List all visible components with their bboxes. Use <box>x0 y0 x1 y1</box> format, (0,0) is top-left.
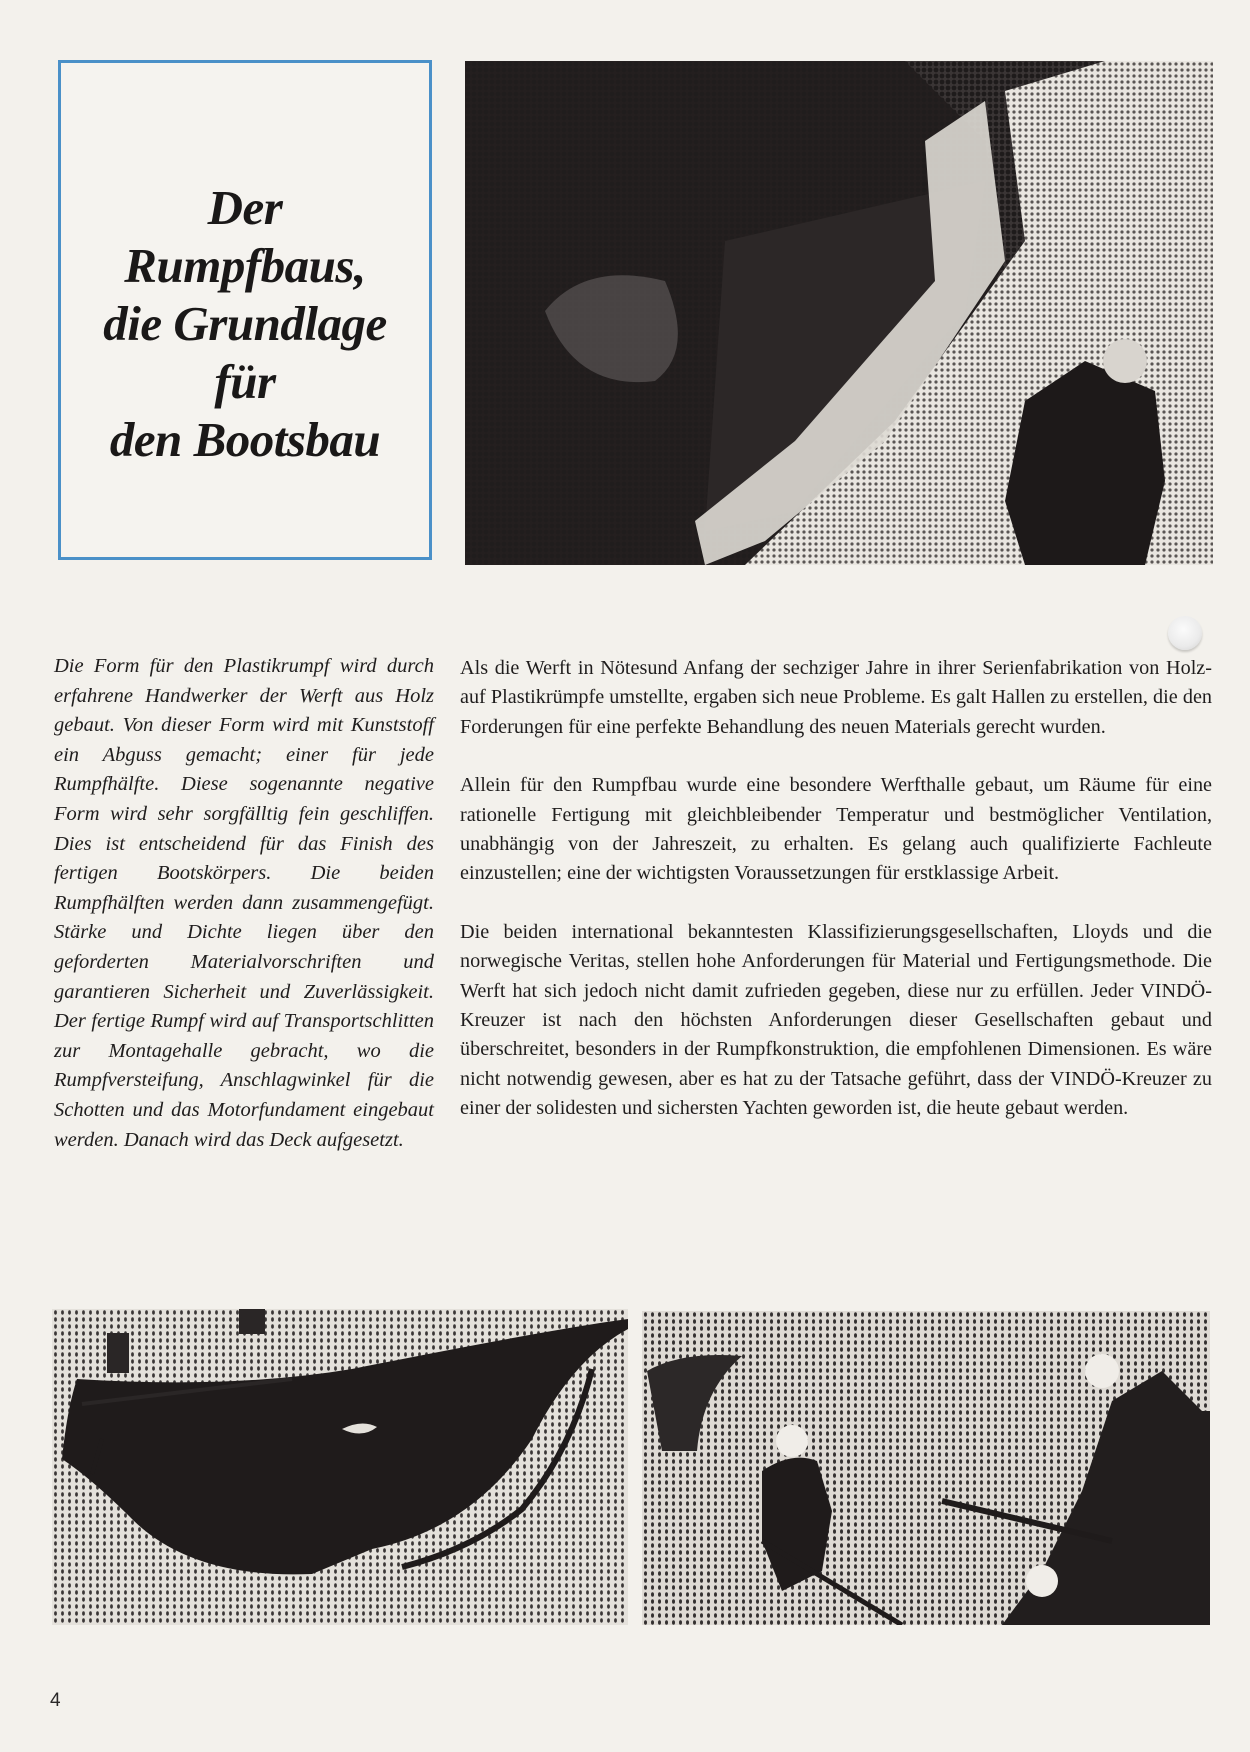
title-line: für <box>214 354 276 409</box>
photo-hull-construction-top <box>465 61 1213 565</box>
halftone-photo <box>52 1309 628 1625</box>
page-title <box>103 151 386 469</box>
title-box <box>58 60 432 560</box>
intro-paragraph: Die Form für den Plastikrumpf wird durch erfahrene Handwerker der Werft aus Holz gebaut. Von dieser Form wird mit Kunststoff ein Abguss gemacht; einer für jede Rumpfhälfte. Diese sogenannte negative Form wird sehr sorgfälltig fein geschliffen. Dies ist entscheidend für das Finish des fertigen Bootskörpers. Die beiden Rumpfhälften werden dann zusammengefügt. Stärke und Dichte liegen über den geforderten Materialvorschriften und garantieren Sicherheit und Zuverlässigkeit. Der fertige Rumpf wird auf Transportschlitten zur Montagehalle gebracht, wo die Rumpfversteifung, Anschlagwinkel für die Schotten und das Motorfundament eingebaut werden. Danach wird das Deck aufgesetzt. <box>54 655 434 1151</box>
title-line: Rumpfbaus, <box>124 238 366 293</box>
page-number: 4 <box>50 1690 61 1711</box>
punch-hole-icon <box>1168 616 1202 650</box>
body-paragraph-3: Die beiden international bekanntesten Klassifizierungsgesellschaften, Lloyds und die norwegische Veritas, stellen hohe Anforderungen für Material und Fertigungsmethode. Die Werft hat sich jedoch nicht damit zufrieden gegeben, diese nur zu erfüllen. Jeder VINDÖ-Kreuzer ist nach den höchsten Anforderungen dieser Gesellschaften gebaut und überschreitet, besonders in der Rumpfkonstruktion, die empfohlenen Dimensionen. Es wäre nicht notwendig gewesen, aber es hat zu der Tatsache geführt, dass der VINDÖ-Kreuzer zu einer der solidesten und sichersten Yachten geworden ist, die heute gebaut werden. <box>460 920 1212 1120</box>
halftone-photo <box>642 1311 1210 1625</box>
title-line: den Bootsbau <box>109 412 381 467</box>
photo-hull-on-sled <box>52 1309 628 1625</box>
title-line: Der <box>207 180 283 235</box>
intro-column <box>54 652 434 1155</box>
body-paragraph-1: Als die Werft in Nötesund Anfang der sechziger Jahre in ihrer Serienfabrikation von Holz- auf Plastikrümpfe umstellte, ergaben sich neue Probleme. Es galt Hallen zu erstellen, die den Forderungen für eine perfekte Behandlung des neuen Materials gerecht wurden. <box>460 657 1212 738</box>
body-paragraph-2: Allein für den Rumpfbau wurde eine besondere Werfthalle gebaut, um Räume für eine rationelle Fertigung mit gleichbleibender Temperatur und bestmöglicher Ventilation, unabhängig von der Jahreszeit, zu erhalten. Es gelang auch qualifizierte Fachleute einzustellen; eine der wichtigsten Voraussetzungen für erstklassige Arbeit. <box>460 774 1212 885</box>
title-line: die Grundlage <box>103 296 387 351</box>
photo-workers-in-hull <box>642 1311 1210 1625</box>
main-column <box>460 654 1212 1124</box>
halftone-photo <box>465 61 1213 565</box>
